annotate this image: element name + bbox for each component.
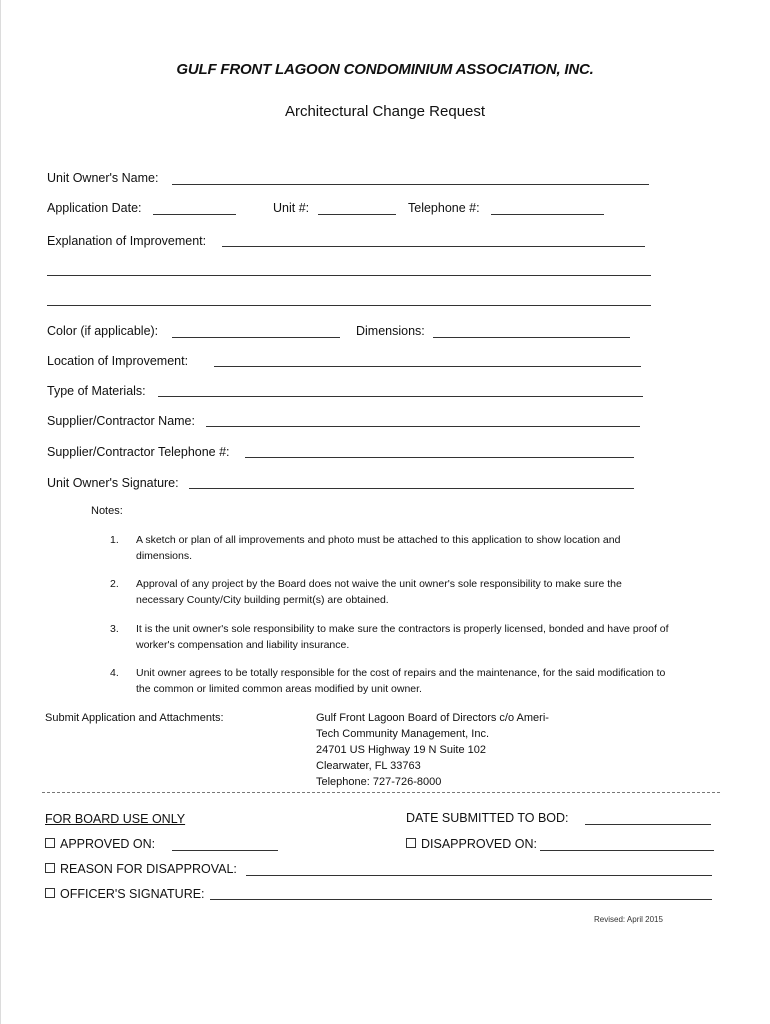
note-text: A sketch or plan of all improvements and photo must be attached to this application to show location and dimensions.: [136, 534, 621, 562]
signature-label: Unit Owner's Signature:: [47, 476, 179, 490]
disapproved-checkbox[interactable]: [406, 838, 416, 848]
association-title: GULF FRONT LAGOON CONDOMINIUM ASSOCIATION, INC.: [176, 61, 594, 78]
submit-address: [316, 710, 549, 790]
location-label: Location of Improvement:: [47, 354, 189, 368]
telephone-field[interactable]: [491, 214, 604, 215]
reason-row: [45, 862, 237, 876]
explanation-line-3[interactable]: [47, 305, 651, 306]
approved-field[interactable]: [172, 850, 278, 851]
signature-field[interactable]: [189, 488, 634, 489]
officer-row: [45, 887, 205, 901]
application-date-label: Application Date:: [47, 201, 142, 215]
location-field[interactable]: [214, 366, 641, 367]
disapproved-field[interactable]: [540, 850, 714, 851]
owner-name-field[interactable]: [172, 184, 649, 185]
note-text: It is the unit owner's sole responsibility to make sure the contractors is properly licensed, bonded and have proof of worker's compensation and liability insurance.: [136, 623, 669, 651]
color-label: Color (if applicable):: [47, 324, 159, 338]
materials-label: Type of Materials:: [47, 384, 146, 398]
address-line: Tech Community Management, Inc.: [316, 728, 490, 740]
note-text: Unit owner agrees to be totally responsible for the cost of repairs and the maintenance, for the said modification to the common or limited common areas modified by unit owner.: [136, 667, 666, 695]
contractor-phone-label: Supplier/Contractor Telephone #:: [47, 445, 230, 459]
disapproved-label: DISAPPROVED ON:: [421, 837, 537, 851]
dimensions-field[interactable]: [433, 337, 630, 338]
note-item: [110, 621, 670, 653]
explanation-field[interactable]: [222, 246, 645, 247]
telephone-label: Telephone #:: [408, 201, 480, 215]
officer-label: OFFICER'S SIGNATURE:: [60, 887, 205, 901]
note-number: 2.: [110, 578, 119, 590]
disapproved-row: [406, 837, 537, 851]
cut-line-divider: [42, 792, 720, 793]
approved-row: [45, 837, 155, 851]
page-edge: [0, 0, 1, 1024]
unit-field[interactable]: [318, 214, 396, 215]
unit-label: Unit #:: [273, 201, 310, 215]
explanation-label: Explanation of Improvement:: [47, 234, 207, 248]
explanation-line-2[interactable]: [47, 275, 651, 276]
note-item: [110, 532, 670, 564]
owner-name-label: Unit Owner's Name:: [47, 171, 159, 185]
contractor-name-label: Supplier/Contractor Name:: [47, 414, 195, 428]
note-number: 3.: [110, 623, 119, 635]
approved-label: APPROVED ON:: [60, 837, 156, 851]
reason-field[interactable]: [246, 875, 712, 876]
address-line: Gulf Front Lagoon Board of Directors c/o Ameri-: [316, 712, 549, 724]
address-line: Clearwater, FL 33763: [316, 760, 421, 772]
contractor-phone-field[interactable]: [245, 457, 634, 458]
application-date-field[interactable]: [153, 214, 236, 215]
note-number: 4.: [110, 667, 119, 679]
contractor-name-field[interactable]: [206, 426, 640, 427]
reason-checkbox[interactable]: [45, 863, 55, 873]
note-number: 1.: [110, 534, 119, 546]
submit-label: Submit Application and Attachments:: [45, 712, 224, 724]
date-submitted-field[interactable]: [585, 824, 711, 825]
note-item: [110, 665, 670, 697]
officer-checkbox[interactable]: [45, 888, 55, 898]
form-title: Architectural Change Request: [284, 103, 486, 120]
reason-label: REASON FOR DISAPPROVAL:: [60, 862, 237, 876]
color-field[interactable]: [172, 337, 340, 338]
materials-field[interactable]: [158, 396, 643, 397]
officer-signature-field[interactable]: [210, 899, 712, 900]
address-line: 24701 US Highway 19 N Suite 102: [316, 744, 486, 756]
address-line: Telephone: 727-726-8000: [316, 776, 442, 788]
revised-date: Revised: April 2015: [594, 915, 663, 924]
board-use-heading: FOR BOARD USE ONLY: [45, 812, 186, 826]
date-submitted-label: DATE SUBMITTED TO BOD:: [406, 811, 569, 825]
approved-checkbox[interactable]: [45, 838, 55, 848]
dimensions-label: Dimensions:: [356, 324, 425, 338]
note-item: [110, 576, 670, 608]
note-text: Approval of any project by the Board does not waive the unit owner's sole responsibility to make sure the necessary County/City building permit(s) are obtained.: [136, 578, 622, 606]
notes-heading: Notes:: [91, 505, 123, 517]
